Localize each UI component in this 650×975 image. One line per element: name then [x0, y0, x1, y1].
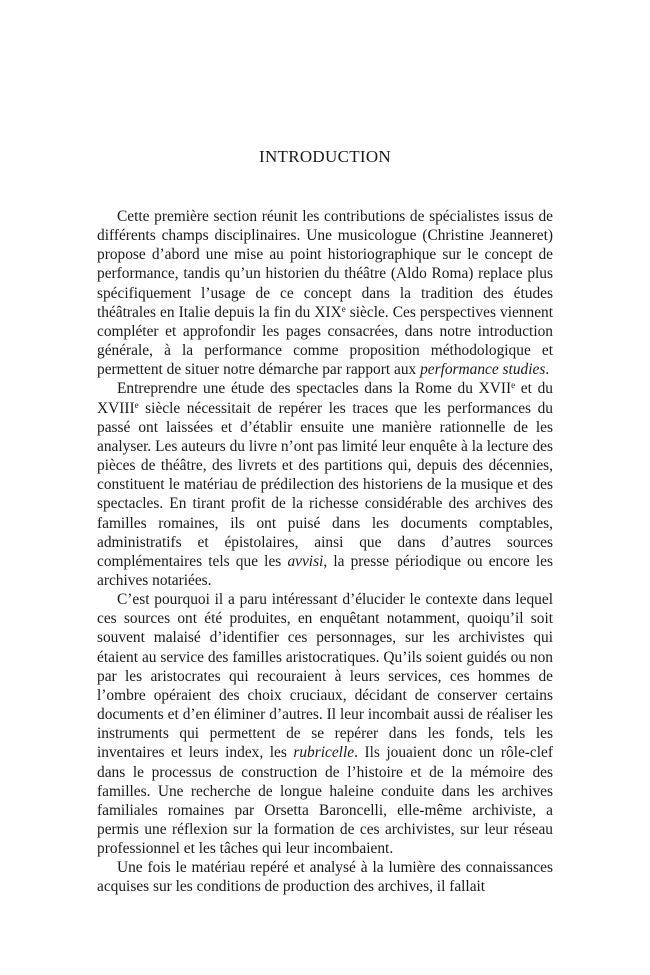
superscript-ordinal: e: [511, 380, 516, 391]
text-run: Une fois le matériau repéré et analysé à la lumière des connaissances acquises sur les conditions de production des archives, il fallait: [97, 859, 553, 896]
text-run: .: [545, 361, 550, 379]
superscript-ordinal: e: [134, 399, 139, 410]
italic-term: avvisi: [287, 552, 324, 570]
italic-term: rubricelle: [293, 744, 355, 762]
superscript-ordinal: e: [341, 303, 346, 314]
paragraph-4: [97, 858, 553, 896]
page-title: INTRODUCTION: [258, 147, 392, 166]
paragraph-1: [97, 207, 553, 379]
text-run: Cette première section réunit les contributions de spécialistes issus de différents champs disciplinaires. Une musicologue (Christine Jeanneret) propose d’abord une mise au point historiographique sur le concept de performance, tandis qu’un historien du théâtre (Aldo Roma) replace plus spécifiquement l’usage de ce concept dans la tradition des études théâtrales en Italie depuis la fin du XIX: [97, 208, 553, 321]
text-run: siècle. Ces perspectives viennent compléter et approfondir les pages consacrées, dans notre introduction générale, à la performance comme proposition méthodologique et permettent de situer notre démarche par rapport aux: [97, 303, 553, 379]
paragraph-3: [97, 590, 553, 858]
text-run: Entreprendre une étude des spectacles dans la Rome du XVII: [117, 380, 512, 398]
paragraph-2: [97, 379, 553, 590]
body-text: [97, 207, 553, 897]
text-run: , la presse périodique ou encore les archives notariées.: [97, 552, 553, 589]
text-run: C’est pourquoi il a paru intéressant d’élucider le contexte dans lequel ces sources ont été produites, en enquêtant notamment, quoiqu’il soit souvent malaisé d’identifier ces personnages, sur les archivistes qui étaient au service des familles aristocratiques. Qu’ils soient guidés ou non par les aristocrates qui recouraient à leurs services, ces hommes de l’ombre opéraient des choix cruciaux, décidant de conserver certains documents et d’en éliminer d’autres. Il leur incombait aussi de réaliser les instruments qui permettent de se repérer dans les fonds, tels les inventaires et leurs index, les: [97, 591, 553, 762]
text-run: et du XVIII: [97, 380, 553, 417]
text-run: siècle nécessitait de repérer les traces que les performances du passé ont laissées et d’établir ensuite une manière rationnelle de les analyser. Les auteurs du livre n’ont pas limité leur enquête à la lecture des pièces de théâtre, des livrets et des partitions qui, depuis des décennies, constituent le matériau de prédilection des historiens de la musique et des spectacles. En tirant profit de la richesse considérable des archives des familles romaines, ils ont puisé dans les documents comptables, administratifs et épistolaires, ainsi que dans d’autres sources complémentaires tels que les: [97, 399, 553, 570]
italic-term: performance studies: [420, 361, 546, 379]
text-run: . Ils jouaient donc un rôle-clef dans le processus de construction de l’histoire et de la mémoire des familles. Une recherche de longue haleine conduite dans les archives familiales romaines par Orsetta Baroncelli, elle-même archiviste, a permis une réflexion sur la formation de ces archivistes, sur leur réseau professionnel et les tâches qui leur incombaient.: [97, 744, 554, 858]
